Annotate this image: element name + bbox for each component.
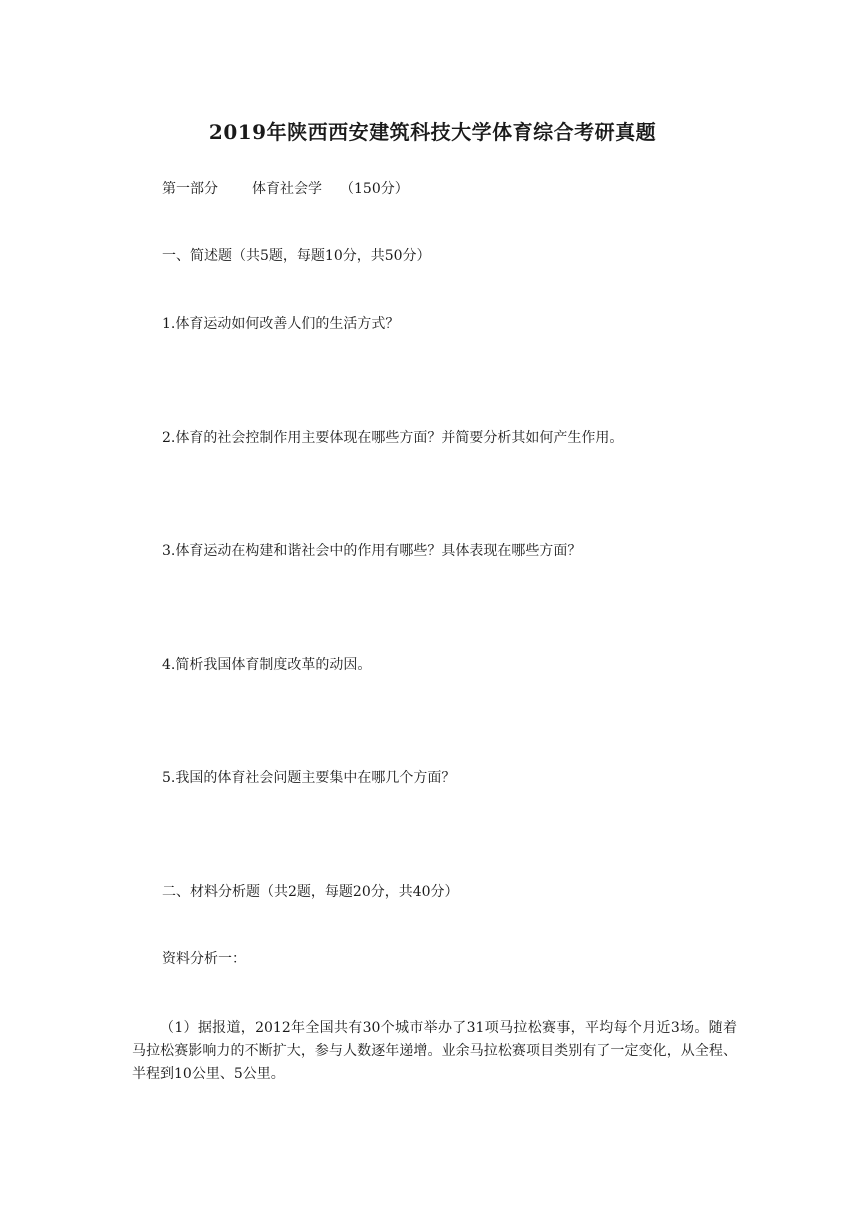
part-score: （150分） (340, 181, 409, 197)
section-heading-short-answer: 一、简述题（共5题，每题10分，共50分） (162, 248, 431, 264)
document-title: 2019年陕西西安建筑科技大学体育综合考研真题 (208, 120, 657, 144)
material-label: 资料分析一： (162, 951, 246, 967)
question-2: 2.体育的社会控制作用主要体现在哪些方面？并简要分析其如何产生作用。 (162, 430, 624, 446)
section-heading-material-analysis: 二、材料分析题（共2题，每题20分，共40分） (162, 884, 459, 900)
question-1: 1.体育运动如何改善人们的生活方式？ (162, 316, 400, 332)
part-subject: 体育社会学 (252, 181, 322, 197)
question-4: 4.简析我国体育制度改革的动因。 (162, 657, 372, 673)
question-3: 3.体育运动在构建和谐社会中的作用有哪些？具体表现在哪些方面？ (162, 543, 582, 559)
question-5: 5.我国的体育社会问题主要集中在哪几个方面？ (162, 770, 456, 786)
material-paragraph: （1）据报道，2012年全国共有30个城市举办了31项马拉松赛事，平均每个月近3场。随着马拉松赛影响力的不断扩大，参与人数逐年递增。业余马拉松赛项目类别有了一定变化，从全程、半程到10公里、5公里。 (132, 1020, 737, 1082)
part-label: 第一部分 (162, 181, 218, 197)
part-heading (162, 178, 409, 198)
